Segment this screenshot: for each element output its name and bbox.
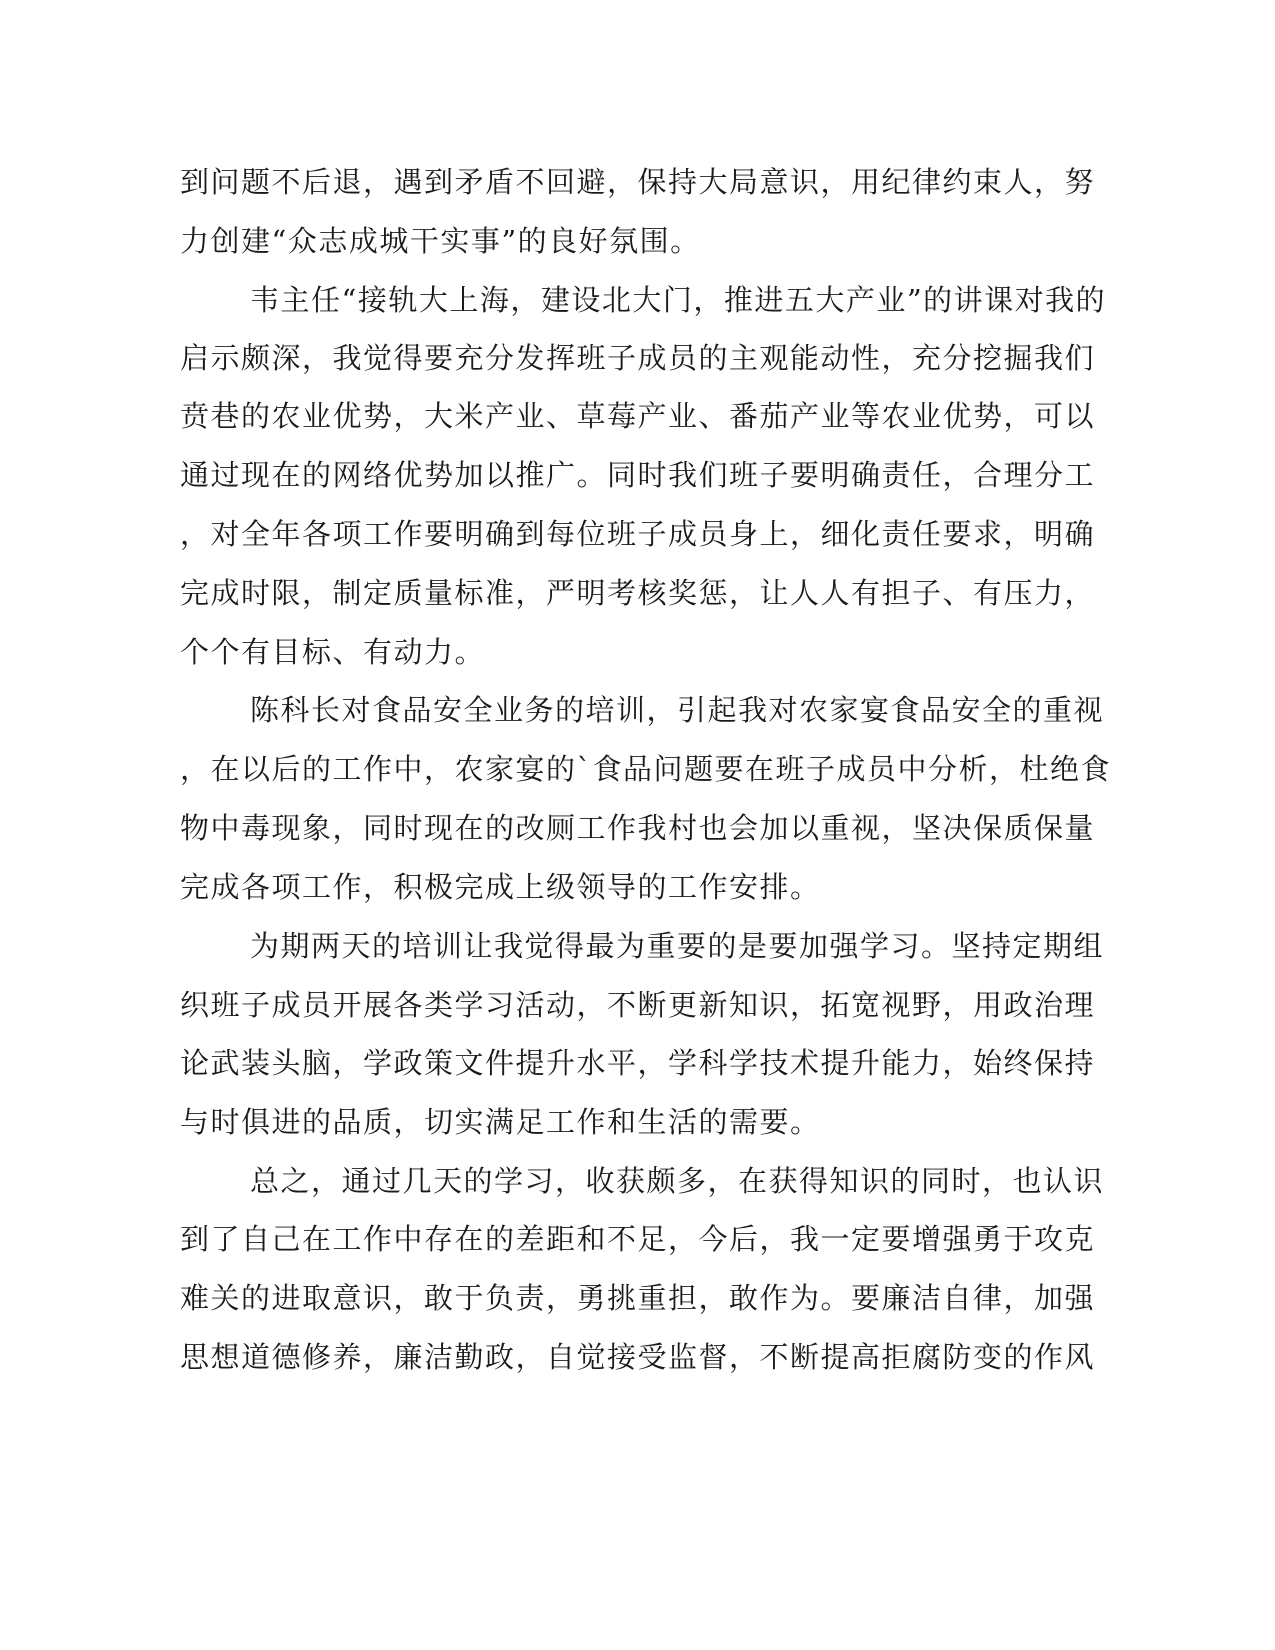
text-line: 个个有目标、有动力。 [180,635,486,669]
text-line: ，对全年各项工作要明确到每位班子成员身上，细化责任要求，明确 [180,517,1096,551]
text-line: 贲巷的农业优势，大米产业、草莓产业、番茄产业等农业优势，可以 [180,399,1096,433]
text-line: 论武装头脑，学政策文件提升水平，学科学技术提升能力，始终保持 [180,1046,1096,1080]
text-line: ，在以后的工作中，农家宴的`食品问题要在班子成员中分析，杜绝食 [180,752,1112,786]
text-line: 与时俱进的品质，切实满足工作和生活的需要。 [180,1105,821,1139]
paragraph-start-line: 为期两天的培训让我觉得最为重要的是要加强学习。坚持定期组 [250,929,1105,963]
text-line: 到了自己在工作中存在的差距和不足，今后，我一定要增强勇于攻克 [180,1222,1096,1256]
text-line: 通过现在的网络优势加以推广。同时我们班子要明确责任，合理分工 [180,458,1096,492]
text-line: 到问题不后退，遇到矛盾不回避，保持大局意识，用纪律约束人，努 [180,165,1096,199]
text-line: 思想道德修养，廉洁勤政，自觉接受监督，不断提高拒腐防变的作风 [180,1340,1096,1374]
text-line: 织班子成员开展各类学习活动，不断更新知识，拓宽视野，用政治理 [180,988,1096,1022]
paragraph-start-line: 韦主任“接轨大上海，建设北大门，推进五大产业”的讲课对我的 [250,283,1107,317]
text-line: 完成时限，制定质量标准，严明考核奖惩，让人人有担子、有压力， [180,576,1096,610]
text-line: 力创建“众志成城干实事”的良好氛围。 [180,224,701,258]
text-line: 启示颇深，我觉得要充分发挥班子成员的主观能动性，充分挖掘我们 [180,341,1096,375]
text-line: 完成各项工作，积极完成上级领导的工作安排。 [180,870,821,904]
paragraph-start-line: 总之，通过几天的学习，收获颇多，在获得知识的同时，也认识 [250,1164,1105,1198]
paragraph-start-line: 陈科长对食品安全业务的培训，引起我对农家宴食品安全的重视 [250,693,1105,727]
text-line: 难关的进取意识，敢于负责，勇挑重担，敢作为。要廉洁自律，加强 [180,1281,1096,1315]
text-line: 物中毒现象，同时现在的改厕工作我村也会加以重视，坚决保质保量 [180,811,1096,845]
